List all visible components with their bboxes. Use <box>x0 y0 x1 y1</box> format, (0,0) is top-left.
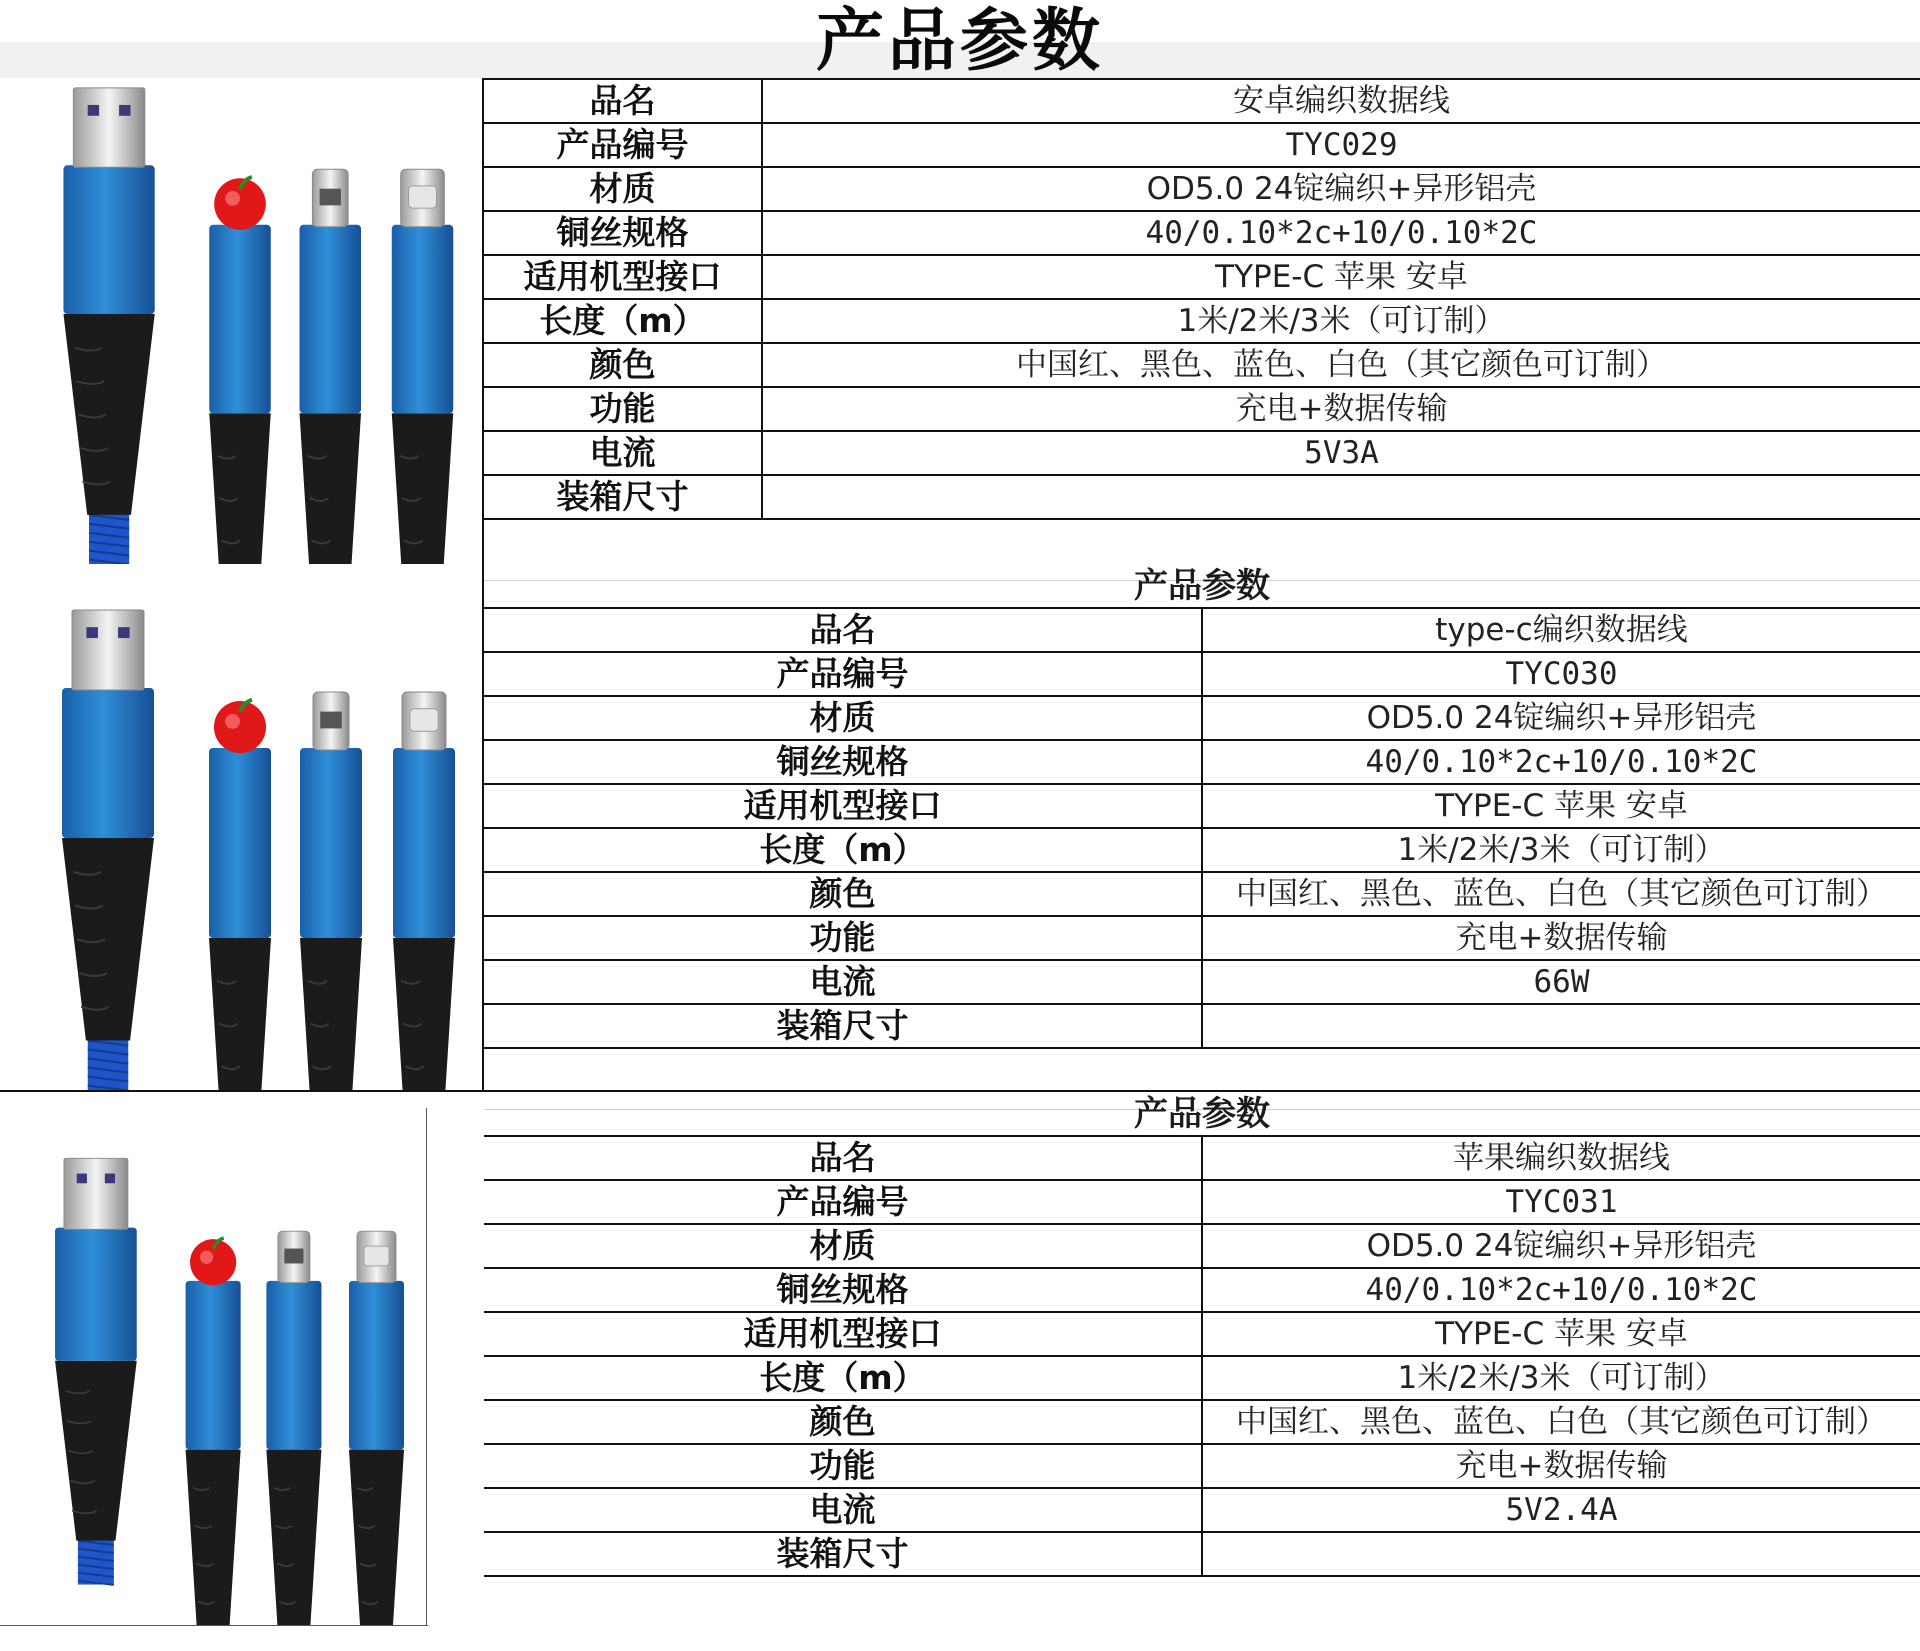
row-label: 装箱尺寸 <box>484 475 762 519</box>
table-row <box>484 1488 1920 1532</box>
row-value <box>762 475 1920 519</box>
row-value: 充电+数据传输 <box>762 387 1920 431</box>
cable-illustration <box>0 1108 428 1626</box>
row-label: 品名 <box>484 1136 1202 1180</box>
row-label: 功能 <box>484 1444 1202 1488</box>
table-row <box>484 1136 1920 1180</box>
row-label: 功能 <box>484 387 762 431</box>
spec-table-1 <box>484 78 1920 581</box>
row-value: 5V3A <box>762 431 1920 475</box>
table-row <box>484 652 1920 696</box>
row-value <box>1202 1532 1920 1576</box>
image-3-bottom-line <box>0 1625 428 1626</box>
row-value: TYC029 <box>762 123 1920 167</box>
table-row <box>484 608 1920 652</box>
row-value: 66W <box>1202 960 1920 1004</box>
row-label: 产品编号 <box>484 652 1202 696</box>
table-row <box>484 784 1920 828</box>
usb-connector <box>62 610 154 1090</box>
row-label: 装箱尺寸 <box>484 1532 1202 1576</box>
micro-connector <box>300 169 361 564</box>
table-row <box>484 431 1920 475</box>
table-row <box>484 740 1920 784</box>
spec-table-2 <box>484 565 1920 1110</box>
table-row <box>484 167 1920 211</box>
row-label: 功能 <box>484 916 1202 960</box>
table-row <box>484 696 1920 740</box>
product-image-3 <box>0 1108 428 1626</box>
lightning-connector <box>209 225 270 564</box>
table-row <box>484 1444 1920 1488</box>
row-label: 装箱尺寸 <box>484 1004 1202 1048</box>
row-value: TYPE-C 苹果 安卓 <box>1202 1312 1920 1356</box>
usb-connector <box>55 1158 137 1585</box>
row-label: 颜色 <box>484 343 762 387</box>
cable-illustration <box>0 78 482 564</box>
row-label: 电流 <box>484 1488 1202 1532</box>
row-label: 品名 <box>484 79 762 123</box>
row-value: 40/0.10*2c+10/0.10*2C <box>1202 1268 1920 1312</box>
row-label: 材质 <box>484 167 762 211</box>
table-row <box>484 1400 1920 1444</box>
table-row <box>484 1180 1920 1224</box>
typec-connector <box>393 692 455 1090</box>
row-value: 充电+数据传输 <box>1202 916 1920 960</box>
table-row <box>484 1004 1920 1048</box>
row-value: 1米/2米/3米（可订制） <box>1202 828 1920 872</box>
row-value: 中国红、黑色、蓝色、白色（其它颜色可订制） <box>1202 1400 1920 1444</box>
row-value: 中国红、黑色、蓝色、白色（其它颜色可订制） <box>1202 872 1920 916</box>
row-label: 适用机型接口 <box>484 1312 1202 1356</box>
table-row <box>484 79 1920 123</box>
row-value: TYC031 <box>1202 1180 1920 1224</box>
table-row <box>484 387 1920 431</box>
usb-connector <box>63 88 154 564</box>
row-label: 产品编号 <box>484 123 762 167</box>
row-label: 长度（m） <box>484 299 762 343</box>
page-title: 产品参数 <box>815 2 1104 81</box>
table-row <box>484 1224 1920 1268</box>
row-value: 40/0.10*2c+10/0.10*2C <box>762 211 1920 255</box>
table-row <box>484 343 1920 387</box>
row-value: 苹果编织数据线 <box>1202 1136 1920 1180</box>
table-row <box>484 960 1920 1004</box>
row-label: 铜丝规格 <box>484 211 762 255</box>
row-label: 电流 <box>484 431 762 475</box>
row-value: 充电+数据传输 <box>1202 1444 1920 1488</box>
typec-connector <box>349 1231 404 1626</box>
table-row <box>484 1312 1920 1356</box>
row-label: 材质 <box>484 1224 1202 1268</box>
apple-icon <box>214 177 266 230</box>
table-row <box>484 1356 1920 1400</box>
micro-connector <box>266 1231 321 1626</box>
row-value: TYC030 <box>1202 652 1920 696</box>
table-row <box>484 123 1920 167</box>
row-value: 40/0.10*2c+10/0.10*2C <box>1202 740 1920 784</box>
row-value: OD5.0 24锭编织+异形铝壳 <box>1202 696 1920 740</box>
table-row <box>484 916 1920 960</box>
table-row <box>484 1532 1920 1576</box>
table-row <box>484 255 1920 299</box>
row-label: 铜丝规格 <box>484 740 1202 784</box>
micro-connector <box>300 692 362 1090</box>
typec-connector <box>392 169 453 564</box>
cable-illustration <box>0 600 482 1090</box>
lightning-connector <box>186 1281 241 1626</box>
row-value: OD5.0 24锭编织+异形铝壳 <box>762 167 1920 211</box>
row-label: 电流 <box>484 960 1202 1004</box>
row-value: 中国红、黑色、蓝色、白色（其它颜色可订制） <box>762 343 1920 387</box>
row-value: type-c编织数据线 <box>1202 608 1920 652</box>
row-label: 品名 <box>484 608 1202 652</box>
row-value: TYPE-C 苹果 安卓 <box>1202 784 1920 828</box>
row-label: 长度（m） <box>484 1356 1202 1400</box>
table-row <box>484 1268 1920 1312</box>
row-value: 安卓编织数据线 <box>762 79 1920 123</box>
row-label: 颜色 <box>484 872 1202 916</box>
apple-icon <box>190 1238 236 1285</box>
section-heading: 产品参数 <box>484 1093 1920 1136</box>
row-label: 长度（m） <box>484 828 1202 872</box>
row-label: 材质 <box>484 696 1202 740</box>
row-value: OD5.0 24锭编织+异形铝壳 <box>1202 1224 1920 1268</box>
table-row <box>484 211 1920 255</box>
row-label: 颜色 <box>484 1400 1202 1444</box>
row-label: 产品编号 <box>484 1180 1202 1224</box>
divider-vertical-2 <box>426 1108 427 1626</box>
lightning-connector <box>209 748 271 1090</box>
table-row <box>484 872 1920 916</box>
row-label: 适用机型接口 <box>484 784 1202 828</box>
row-label: 铜丝规格 <box>484 1268 1202 1312</box>
spec-table-3 <box>484 1093 1920 1577</box>
table-row <box>484 828 1920 872</box>
apple-icon <box>214 700 266 753</box>
row-value: 5V2.4A <box>1202 1488 1920 1532</box>
product-image-2 <box>0 600 482 1090</box>
row-value <box>1202 1004 1920 1048</box>
row-value: TYPE-C 苹果 安卓 <box>762 255 1920 299</box>
product-image-1 <box>0 78 482 564</box>
table-row <box>484 475 1920 519</box>
section-heading: 产品参数 <box>484 565 1920 608</box>
row-value: 1米/2米/3米（可订制） <box>1202 1356 1920 1400</box>
table-row <box>484 299 1920 343</box>
row-label: 适用机型接口 <box>484 255 762 299</box>
row-value: 1米/2米/3米（可订制） <box>762 299 1920 343</box>
